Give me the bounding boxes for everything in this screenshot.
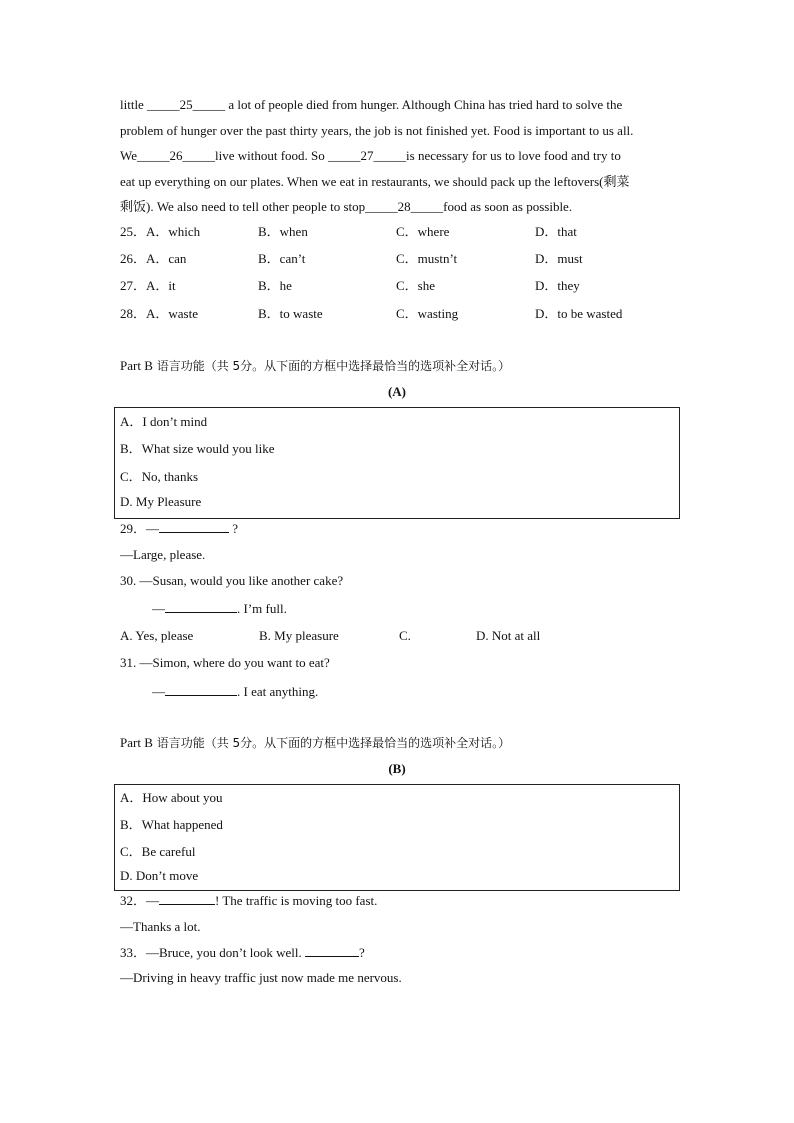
question-31-answer — [152, 683, 318, 700]
question-33 — [120, 944, 365, 961]
question-25-options — [120, 223, 680, 241]
box-b-option-a: A．How about you — [120, 790, 223, 805]
dialog-label-b: (B) — [388, 761, 406, 776]
option-c: C. — [399, 628, 411, 643]
option-a: 25．A．which — [120, 224, 201, 239]
passage-line-1: little _____25_____ a lot of people died from hunger. Although China has tried hard to solve the — [120, 97, 623, 112]
question-33-answer: —Driving in heavy traffic just now made me nervous. — [120, 970, 402, 985]
answer-prefix: — — [152, 601, 165, 616]
option-c: C．wasting — [396, 306, 459, 321]
section-heading-en: Part B — [120, 358, 153, 373]
question-33-prefix: 33．—Bruce, you don’t look well. — [120, 945, 305, 960]
option-b: B．to waste — [258, 306, 323, 321]
passage-line-4: eat up everything on our plates. When we eat in restaurants, we should pack up the leftovers(剩菜 — [120, 173, 630, 189]
option-c: C．where — [396, 224, 450, 239]
options-box-a — [114, 407, 680, 519]
question-30-answer — [152, 600, 287, 617]
answer-suffix: . I’m full. — [237, 601, 287, 616]
answer-blank[interactable] — [165, 600, 237, 613]
answer-blank[interactable] — [305, 944, 359, 957]
question-30: 30. —Susan, would you like another cake? — [120, 573, 344, 588]
option-d: D．they — [535, 278, 580, 293]
box-a-option-a: A．I don’t mind — [120, 414, 208, 429]
question-33-suffix: ? — [359, 945, 365, 960]
box-b-option-c: C．Be careful — [120, 844, 196, 859]
option-d: D. Not at all — [476, 628, 541, 643]
answer-suffix: . I eat anything. — [237, 684, 319, 699]
dialog-label-a: (A) — [387, 384, 407, 399]
option-b: B．he — [258, 278, 292, 293]
question-26-options — [120, 250, 680, 268]
section-heading-en: Part B — [120, 735, 153, 750]
question-29-answer: —Large, please. — [120, 547, 206, 562]
passage — [120, 92, 675, 220]
question-29-suffix: ? — [232, 521, 239, 536]
answer-blank[interactable] — [159, 520, 229, 533]
option-d: D．that — [535, 224, 577, 239]
passage-line-5: 剩饭). We also need to tell other people to stop_____28_____food as soon as possible. — [120, 199, 573, 214]
question-31: 31. —Simon, where do you want to eat? — [120, 655, 330, 670]
option-b: B．when — [258, 224, 308, 239]
question-32 — [120, 892, 377, 909]
option-d: D．must — [535, 251, 583, 266]
option-b: B．can’t — [258, 251, 306, 266]
answer-blank[interactable] — [159, 892, 215, 905]
options-box-b — [114, 784, 680, 891]
section-heading-cn: 语言功能（共 5分。从下面的方框中选择最恰当的选项补全对话。） — [156, 359, 511, 373]
option-d: D．to be wasted — [535, 306, 623, 321]
question-30-options — [120, 627, 680, 645]
option-c: C．she — [396, 278, 436, 293]
option-a: 26．A．can — [120, 251, 187, 266]
question-28-options — [120, 305, 680, 323]
passage-line-2: problem of hunger over the past thirty years, the job is not finished yet. Food is important to us all. — [120, 122, 634, 138]
option-c: C．mustn’t — [396, 251, 458, 266]
box-b-option-b: B．What happened — [120, 817, 223, 832]
option-a: A. Yes, please — [120, 628, 194, 643]
answer-prefix: — — [152, 684, 165, 699]
option-a: 27．A．it — [120, 278, 176, 293]
question-27-options — [120, 277, 680, 295]
box-a-option-b: B．What size would you like — [120, 441, 275, 456]
passage-line-3: We_____26_____live without food. So _____27_____is necessary for us to love food and try to — [120, 148, 621, 163]
box-a-option-d: D. My Pleasure — [120, 494, 202, 509]
question-32-prefix: 32．— — [120, 893, 160, 908]
answer-blank[interactable] — [165, 683, 237, 696]
section-heading-cn: 语言功能（共 5分。从下面的方框中选择最恰当的选项补全对话。） — [156, 736, 511, 750]
section-heading-b — [120, 734, 510, 751]
question-29-prefix: 29．— — [120, 521, 160, 536]
question-32-answer: —Thanks a lot. — [120, 919, 201, 934]
question-29 — [120, 520, 238, 537]
box-a-option-c: C．No, thanks — [120, 469, 199, 484]
box-b-option-d: D. Don’t move — [120, 868, 199, 883]
option-b: B. My pleasure — [259, 628, 339, 643]
section-heading-a — [120, 357, 510, 374]
question-32-suffix: ! The traffic is moving too fast. — [215, 893, 378, 908]
option-a: 28．A．waste — [120, 306, 198, 321]
